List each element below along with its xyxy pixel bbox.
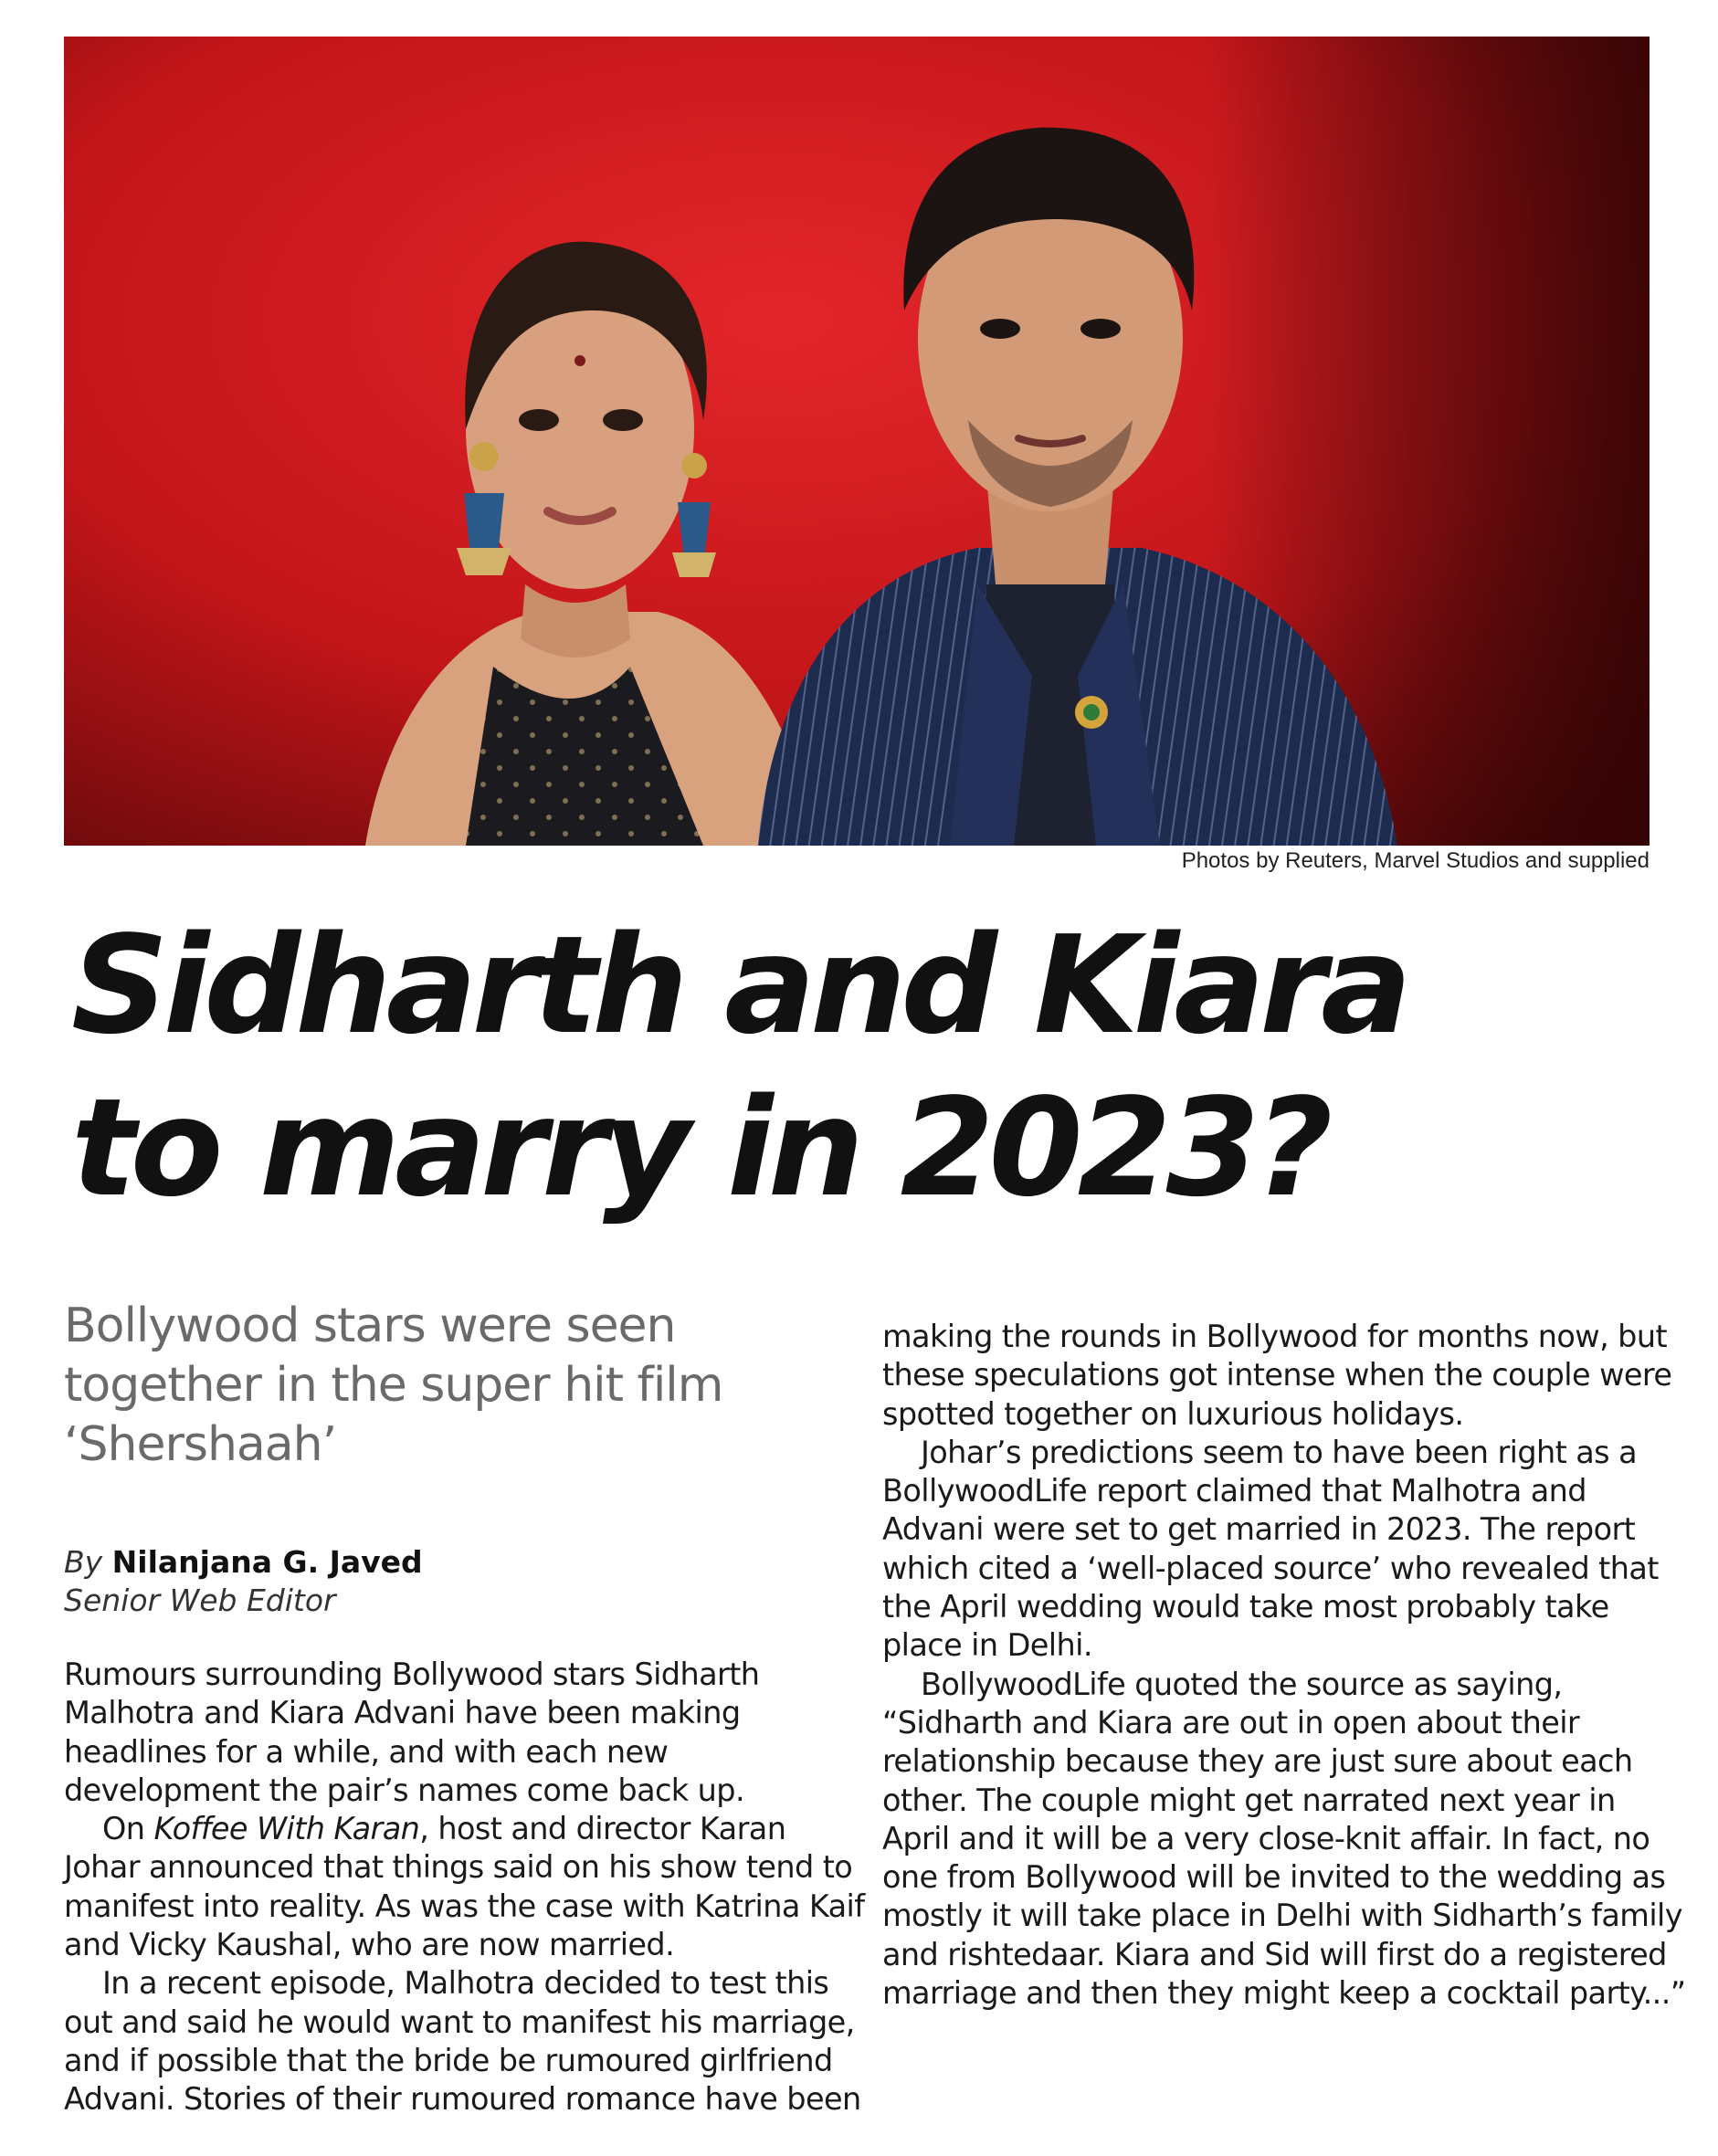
author-name: Nilanjana G. Javed [111,1544,423,1580]
headline-line-1: Sidharth and Kiara [71,907,1407,1064]
paragraph-2-body: , host and director Karan Johar announced that things said on his show tend to manifest into reality. As was the case with Katrina Kaif and Vicky Kaushal, who are now married. [64,1811,865,1963]
paragraph-3-continued: making the rounds in Bollywood for months now, but these speculations got intense when the couple were spotted together on luxurious holidays. [882,1319,1672,1432]
article-photo [64,37,1649,846]
paragraph-3: In a recent episode, Malhotra decided to test this out and said he would want to manifest his marriage, and if possible that the bride be rumoured girlfriend Advani. Stories of their rumoured romance have been [64,1965,861,2118]
byline-by: By [64,1544,103,1580]
show-title: Koffee With Karan [153,1811,420,1847]
paragraph-5: BollywoodLife quoted the source as saying, “Sidharth and Kiara are out in open about their relationship because they are just sure about each other. The couple might get narrated next year in April and it will be a very close-knit affair. In fact, no one from Bollywood will be invited to the wedding as mostly it will take place in Delhi with Sidharth’s family and rishtedaar. Kiara and Sid will first do a registered marriage and then they might keep a cocktail party...” [882,1666,1686,2012]
author-role: Senior Web Editor [64,1583,336,1618]
byline [64,1543,795,1620]
photo-credit: Photos by Reuters, Marvel Studios and supplied [1181,848,1649,873]
paragraph-4: Johar’s predictions seem to have been right as a BollywoodLife report claimed that Malhotra and Advani were set to get married in 2023. The report which cited a ‘well-placed source’ who revealed that the April wedding would take most probably take place in Delhi. [882,1434,1659,1664]
paragraph-2-intro: On [102,1811,154,1847]
paragraph-2 [64,1810,868,1964]
article-subhead: Bollywood stars were seen together in the super hit film ‘Shershaah’ [64,1299,723,1472]
paragraph-1: Rumours surrounding Bollywood stars Sidharth Malhotra and Kiara Advani have been making headlines for a while, and with each new development the pair’s names come back up. [64,1656,760,1808]
headline-line-2: to marry in 2023? [71,1069,1328,1226]
article-column-left [64,1656,868,2119]
article-headline [71,904,1679,1229]
article-column-right [882,1318,1686,2013]
